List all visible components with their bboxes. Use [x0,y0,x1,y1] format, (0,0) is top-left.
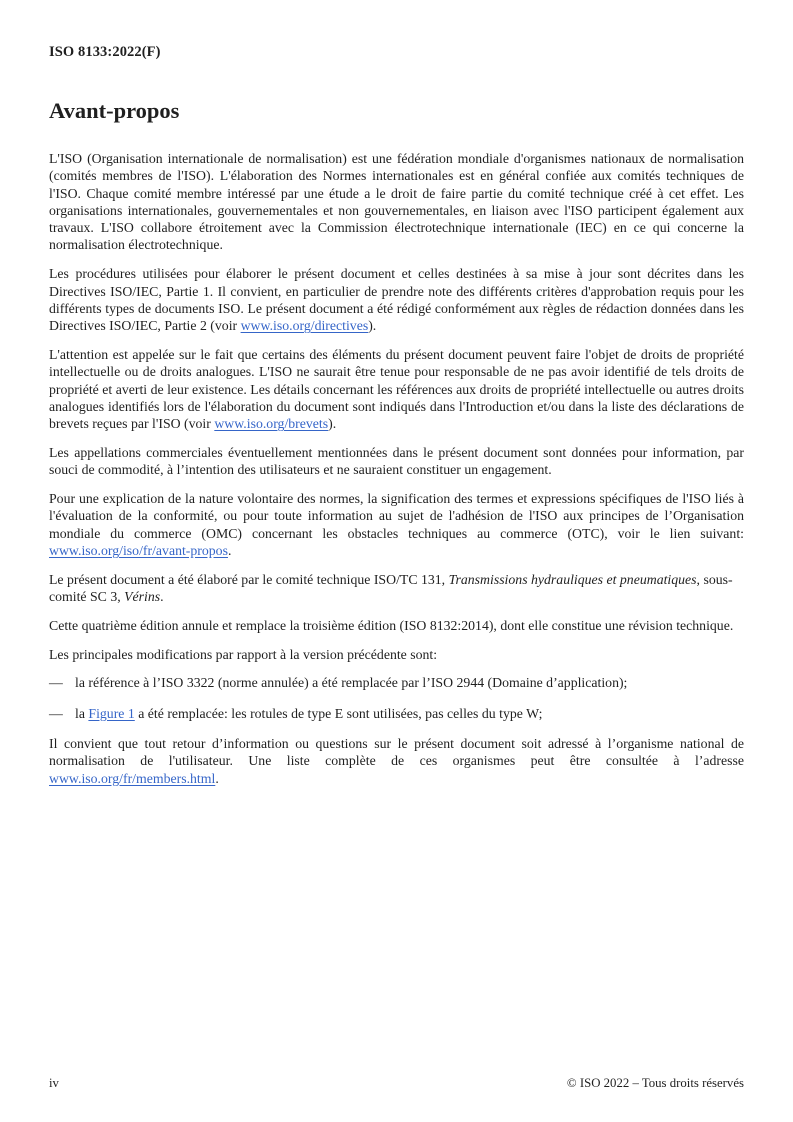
hyperlink[interactable]: www.iso.org/brevets [214,416,329,432]
list-item [49,705,744,722]
hyperlink[interactable]: www.iso.org/iso/fr/avant-propos [49,542,228,558]
page-footer [49,1076,744,1091]
list-item [49,674,744,691]
paragraph: Pour une explication de la nature volontaire des normes, la signification des termes et expressions spécifiques de l'ISO liés à l'évaluation de la conformité, ou pour toute information au sujet de l'adhésion de l'ISO aux principes de l’Organisation mondiale du commerce (OMC) concernant les obstacles techniques au commerce (OTC), voir le lien suivant: www.iso.org/iso/fr/avant-propos. [49,491,744,558]
paragraph: L'attention est appelée sur le fait que certains des éléments du présent document peuvent faire l'objet de droits de propriété intellectuelle ou de droits analogues. L'ISO ne saurait être tenue pour responsable de ne pas avoir identifié de tels droits de propriété et averti de leur existence. Les détails concernant les références aux droits de propriété intellectuelle ou autres droits analogues identifiés lors de l'élaboration du document sont indiqués dans l'Introduction et/ou dans la liste des déclarations de brevets reçues par l'ISO (voir www.iso.org/brevets). [49,346,744,432]
paragraph: Les principales modifications par rapport à la version précédente sont: [49,646,438,662]
paragraph: L'ISO (Organisation internationale de normalisation) est une fédération mondiale d'organismes nationaux de normalisation (comités membres de l'ISO). L'élaboration des Normes internationales est en général confiée aux comités techniques de l'ISO. Chaque comité membre intéressé par une étude a le droit de faire partie du comité technique créé à cet effet. Les organisations internationales, gouvernementales et non gouvernementales, en liaison avec l'ISO participent également aux travaux. L'ISO collabore étroitement avec la Commission électrotechnique internationale (IEC) en ce qui concerne la normalisation électrotechnique. [49,151,744,253]
paragraph: Les procédures utilisées pour élaborer le présent document et celles destinées à sa mise à jour sont décrites dans les Directives ISO/IEC, Partie 1. Il convient, en particulier de prendre note des différents critères d'approbation requis pour les différents types de documents ISO. Le présent document a été rédigé conformément aux règles de rédaction données dans les Directives ISO/IEC, Partie 2 (voir www.iso.org/directives). [49,266,744,334]
paragraph: Il convient que tout retour d’information ou questions sur le présent document soit adressé à l’organisme national de normalisation de l'utilisateur. Une liste complète de ces organismes peut être consultée à l’adresse www.iso.org/fr/members.html. [49,736,744,786]
hyperlink[interactable]: www.iso.org/fr/members.html [49,770,216,786]
hyperlink[interactable]: Figure 1 [88,705,135,721]
page-number: iv [49,1076,59,1090]
document-body [49,150,744,798]
document-reference: ISO 8133:2022(F) [49,44,161,60]
list-item-text: la référence à l’ISO 3322 (norme annulée) a été remplacée par l’ISO 2944 (Domaine d’application); [75,675,628,691]
page-title: Avant-propos [49,98,180,123]
bullet-dash: — [49,675,63,691]
copyright-notice: © ISO 2022 – Tous droits réservés [566,1076,744,1090]
paragraph: Cette quatrième édition annule et remplace la troisième édition (ISO 8132:2014), dont elle constitue une révision technique. [49,617,734,633]
paragraph: Les appellations commerciales éventuellement mentionnées dans le présent document sont données pour information, par souci de commodité, à l’intention des utilisateurs et ne sauraient constituer un engagement. [49,444,744,478]
paragraph: Le présent document a été élaboré par le comité technique ISO/TC 131, Transmissions hydrauliques et pneumatiques, sous-comité SC 3, Vérins. [49,571,733,605]
list-item-text: la Figure 1 a été remplacée: les rotules de type E sont utilisées, pas celles du type W; [75,705,543,721]
italic-text: Transmissions hydrauliques et pneumatiques [448,571,697,587]
bullet-dash: — [49,705,63,721]
hyperlink[interactable]: www.iso.org/directives [240,318,369,334]
italic-text: Vérins [124,589,161,605]
